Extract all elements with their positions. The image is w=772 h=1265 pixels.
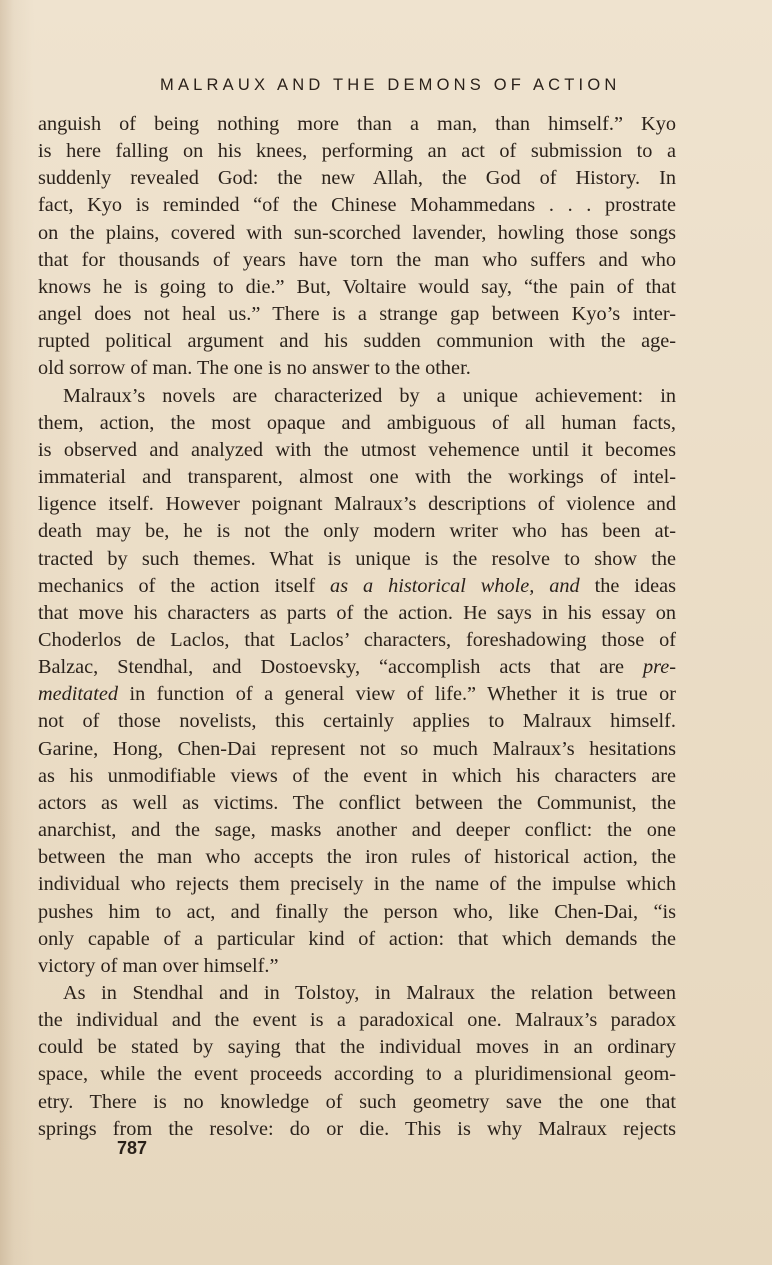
text-line: anguish of being nothing more than a man, than himself.” Kyo — [38, 113, 676, 135]
text-line: pushes him to act, and finally the person who, like Chen-Dai, “is — [38, 900, 676, 923]
text-line: springs from the resolve: do or die. This is why Malraux rejects — [38, 1117, 676, 1140]
text-line: on the plains, covered with sun-scorched lavender, howling those songs — [38, 221, 676, 244]
text-line: death may be, he is not the only modern writer who has been at- — [38, 520, 676, 543]
running-head: MALRAUX AND THE DEMONS OF ACTION — [160, 76, 621, 94]
text-line: victory of man over himself.” — [38, 954, 279, 977]
italic-text: pre- — [642, 656, 676, 679]
text-line: the individual and the event is a paradoxical one. Malraux’s paradox — [38, 1009, 676, 1032]
text-line: Choderlos de Laclos, that Laclos’ characters, foreshadowing those of — [38, 628, 676, 651]
body-text — [38, 111, 676, 1143]
text-line: as his unmodifiable views of the event in which his characters are — [38, 764, 676, 787]
text-line: tracted by such themes. What is unique is the resolve to show the — [38, 547, 676, 570]
italic-text: as a historical whole, and — [330, 574, 580, 597]
paragraph — [38, 980, 676, 1143]
text-line: that for thousands of years have torn the man who suffers and who — [38, 248, 676, 271]
text-line: meditated in function of a general view of life.” Whether it is true or — [38, 683, 676, 706]
text-line: fact, Kyo is reminded “of the Chinese Mohammedans . . . prostrate — [38, 194, 676, 217]
text-line: rupted political argument and his sudden communion with the age- — [38, 330, 676, 353]
paragraph — [38, 111, 676, 383]
text-line: Balzac, Stendhal, and Dostoevsky, “accomplish acts that are pre- — [38, 656, 676, 679]
italic-text: meditated — [38, 683, 118, 706]
text-line: that move his characters as parts of the action. He says in his essay on — [38, 601, 676, 624]
paragraph — [38, 383, 676, 980]
text-line: space, while the event proceeds according to a pluridimensional geom- — [38, 1063, 676, 1086]
page-number: 787 — [117, 1138, 148, 1158]
text-line: mechanics of the action itself as a historical whole, and the ideas — [38, 574, 676, 597]
text-line: suddenly revealed God: the new Allah, the God of History. In — [38, 167, 676, 190]
text-line: Garine, Hong, Chen-Dai represent not so much Malraux’s hesitations — [38, 737, 676, 760]
text-line: only capable of a particular kind of action: that which demands the — [38, 927, 676, 950]
text-line: not of those novelists, this certainly applies to Malraux himself. — [38, 710, 676, 733]
text-line: etry. There is no knowledge of such geometry save the one that — [38, 1090, 676, 1113]
text-line: between the man who accepts the iron rules of historical action, the — [38, 846, 676, 869]
text-line: ligence itself. However poignant Malraux’s descriptions of violence and — [38, 493, 676, 516]
text-line: individual who rejects them precisely in the name of the impulse which — [38, 873, 676, 896]
text-line: knows he is going to die.” But, Voltaire would say, “the pain of that — [38, 275, 676, 298]
text-line: Malraux’s novels are characterized by a unique achievement: in — [63, 384, 676, 407]
text-line: immaterial and transparent, almost one with the workings of intel- — [38, 466, 676, 489]
text-line: old sorrow of man. The one is no answer to the other. — [38, 357, 471, 380]
text-line: them, action, the most opaque and ambiguous of all human facts, — [38, 411, 676, 434]
text-line: is here falling on his knees, performing an act of submission to a — [38, 140, 676, 163]
text-line: As in Stendhal and in Tolstoy, in Malraux the relation between — [63, 982, 676, 1004]
text-line: actors as well as victims. The conflict between the Communist, the — [38, 791, 676, 814]
text-line: could be stated by saying that the individual moves in an ordinary — [38, 1036, 676, 1059]
text-line: angel does not heal us.” There is a strange gap between Kyo’s inter- — [38, 303, 676, 326]
text-line: anarchist, and the sage, masks another and deeper conflict: the one — [38, 819, 676, 842]
text-line: is observed and analyzed with the utmost vehemence until it becomes — [38, 438, 676, 461]
